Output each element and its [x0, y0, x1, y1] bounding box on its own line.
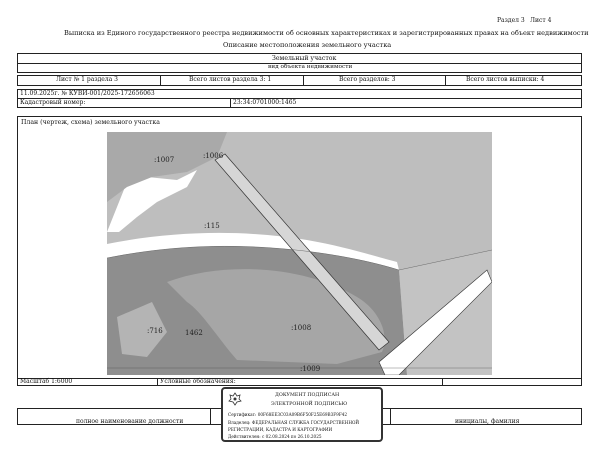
object-type: Земельный участок [272, 55, 337, 62]
label-1007: :1007 [154, 156, 175, 164]
cadastral-number: 23:34:0701000:1465 [233, 99, 297, 106]
label-1462: 1462 [185, 329, 203, 337]
stamp-owner: Владелец: ФЕДЕРАЛЬНАЯ СЛУЖБА ГОСУДАРСТВЕННОЙ [228, 420, 360, 425]
stamp-owner-cont: РЕГИСТРАЦИИ, КАДАСТРА И КАРТОГРАФИИ [228, 427, 333, 432]
scale-row [17, 378, 582, 386]
document-subtitle: Описание местоположения земельного участка [223, 41, 392, 49]
stamp-certificate: Сертификат: 00F68EE3C03A09B6F50F25E69B3F9F42 [228, 412, 348, 417]
electronic-signature-stamp [221, 387, 383, 442]
sections-total: Всего разделов: 3 [339, 76, 396, 83]
emblem-icon [228, 392, 242, 406]
sheet-label: Лист 4 [530, 17, 552, 24]
sheets-in-extract: Всего листов выписки: 4 [466, 76, 545, 83]
document-title: Выписка из Единого государственного реестра недвижимости об основных характеристиках и зарегистрированных правах на объект недвижимости [64, 29, 589, 37]
position-caption: полное наименование должности [76, 418, 184, 425]
scale-label: Масштаб 1:6000 [20, 378, 73, 385]
initials-caption: инициалы, фамилия [455, 418, 520, 425]
plan-title: План (чертеж, схема) земельного участка [21, 119, 160, 126]
label-1009: :1009 [300, 365, 321, 373]
plan-map [107, 132, 492, 375]
sheet-of-section: Лист № 1 раздела 3 [56, 76, 118, 83]
date-number: 11.09.2025г. № КУВИ-001/2025-172656063 [20, 90, 155, 97]
object-type-caption: вид объекта недвижимости [268, 64, 353, 70]
label-115: :115 [204, 222, 220, 230]
section-label: Раздел 3 [497, 17, 525, 24]
cadastral-label: Кадастровый номер: [20, 99, 86, 106]
sheets-in-section: Всего листов раздела 3: 1 [189, 76, 272, 83]
stamp-valid: Действителен: с 02.08.2024 по 26.10.2025 [228, 434, 322, 439]
label-1008: :1008 [291, 324, 312, 332]
label-1006: :1006 [203, 152, 224, 160]
label-716: :716 [147, 327, 163, 335]
stamp-line-2: ЭЛЕКТРОННОЙ ПОДПИСЬЮ [271, 402, 348, 407]
stamp-line-1: ДОКУМЕНТ ПОДПИСАН [275, 393, 340, 398]
legend-label: Условные обозначения: [160, 378, 236, 385]
